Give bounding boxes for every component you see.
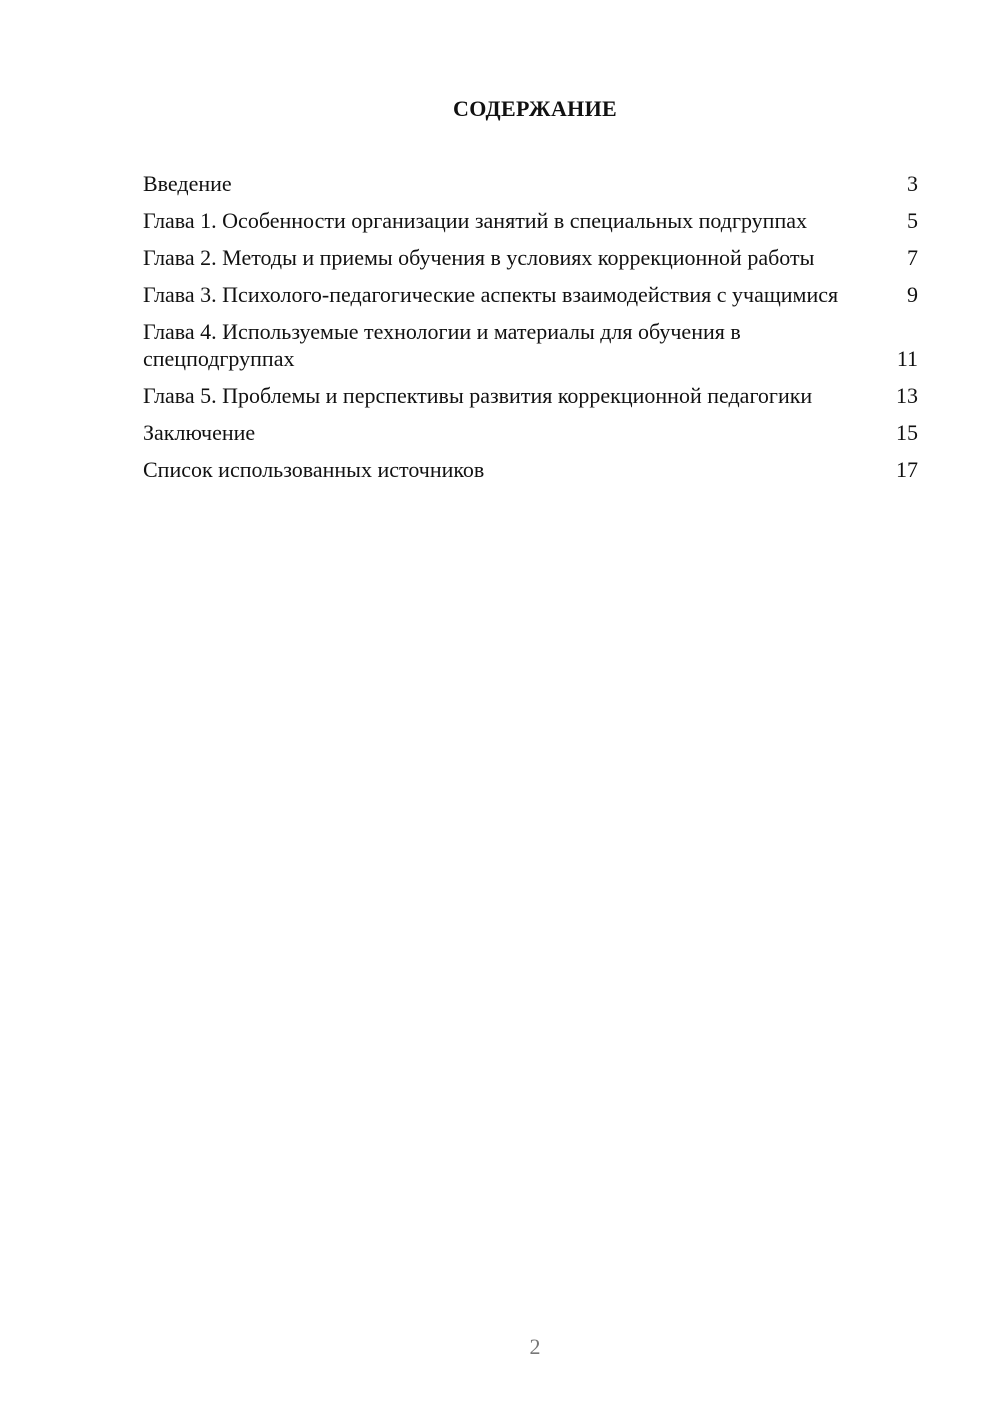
toc-entry-label: Заключение (143, 420, 256, 445)
toc-entry (143, 170, 918, 197)
toc-entry-label: Глава 1. Особенности организации занятий в специальных подгруппах (143, 208, 807, 233)
toc-entry-label: Глава 4. Используемые технологии и материалы для обучения в спецподгруппах (143, 319, 741, 371)
page-number: 2 (529, 1334, 541, 1359)
toc-entry-page: 9 (907, 282, 918, 307)
toc-entry (143, 281, 918, 308)
toc-title: СОДЕРЖАНИЕ (453, 96, 617, 121)
toc-entry (143, 244, 918, 271)
toc-entry-page: 11 (896, 346, 918, 371)
toc-entry-page: 13 (896, 383, 918, 408)
toc-entry (143, 207, 918, 234)
toc-entry-label: Глава 2. Методы и приемы обучения в условиях коррекционной работы (143, 245, 815, 270)
toc-entry-label: Глава 3. Психолого-педагогические аспекты взаимодействия с учащимися (143, 282, 839, 307)
toc-entry-page: 15 (896, 420, 918, 445)
table-of-contents (143, 170, 918, 493)
toc-entry-page: 5 (907, 208, 918, 233)
toc-entry (143, 318, 918, 372)
toc-entry-label: Список использованных источников (143, 457, 485, 482)
toc-entry-page: 17 (896, 457, 918, 482)
toc-entry (143, 456, 918, 483)
toc-entry-page: 7 (907, 245, 918, 270)
toc-entry (143, 382, 918, 409)
toc-entry (143, 419, 918, 446)
toc-entry-label: Введение (143, 171, 232, 196)
toc-entry-label: Глава 5. Проблемы и перспективы развития коррекционной педагогики (143, 383, 813, 408)
toc-entry-page: 3 (907, 171, 918, 196)
